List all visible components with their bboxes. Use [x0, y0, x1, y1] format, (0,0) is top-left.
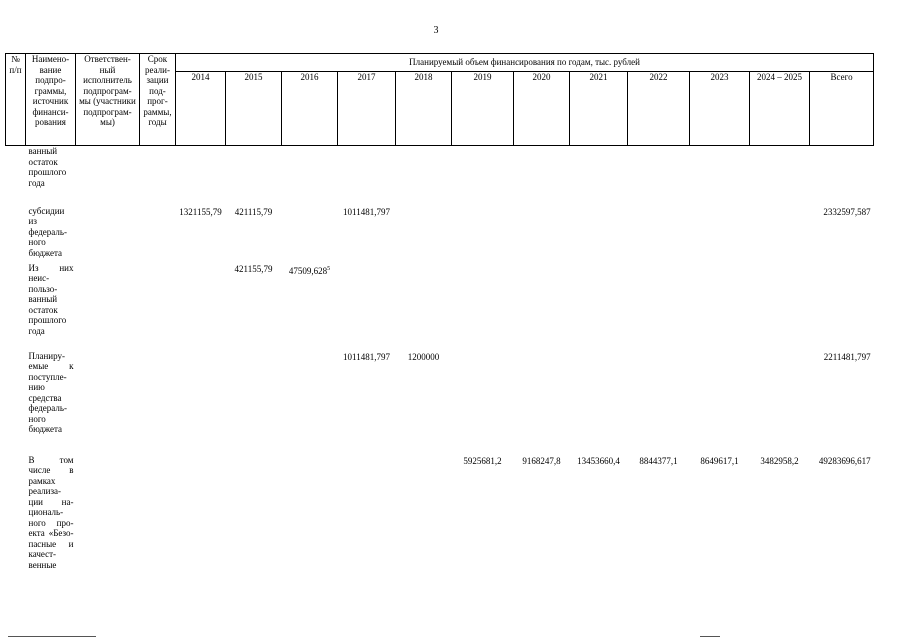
cell-value	[628, 206, 690, 263]
header-year: 2024 – 2025	[750, 72, 810, 146]
cell-value	[570, 263, 628, 351]
cell-value	[282, 146, 338, 206]
cell-value	[396, 263, 452, 351]
cell-value	[282, 351, 338, 455]
header-num: № п/п	[6, 54, 26, 146]
header-row-top	[6, 54, 874, 72]
cell-value	[282, 455, 338, 595]
cell-value	[338, 455, 396, 595]
row-name: Планиру-емые к поступле-нию средства федераль-ного бюджета	[28, 350, 74, 434]
cell-value	[226, 351, 282, 455]
header-term: Срок реали-зации под-прог-раммы, годы	[140, 54, 176, 146]
row-name: В том числе в рамках реализа-ции на-циональ-ного про-екта «Безо-пасные и качест-венные	[28, 454, 74, 570]
cell-total: 2332597,587	[823, 206, 871, 217]
cell-value: 1321155,79	[179, 206, 222, 217]
cell-value: 9168247,8	[522, 455, 561, 466]
cell-value: 1200000	[407, 351, 440, 362]
cell-value	[750, 146, 810, 206]
cell-value	[452, 146, 514, 206]
cell-value	[176, 146, 226, 206]
cell-value	[570, 351, 628, 455]
cell-value	[570, 206, 628, 263]
footnote-mark: 5	[327, 265, 331, 272]
cell-value: 8649617,1	[700, 455, 739, 466]
cell-value	[690, 351, 750, 455]
scan-edge-line	[700, 636, 720, 637]
cell-value: 1011481,797	[343, 351, 390, 362]
cell-value: 1011481,797	[343, 206, 390, 217]
header-year: 2019	[452, 72, 514, 146]
table-row	[6, 351, 874, 455]
header-year: 2015	[226, 72, 282, 146]
cell-value	[176, 351, 226, 455]
cell-value	[514, 351, 570, 455]
cell-value	[452, 263, 514, 351]
cell-value	[750, 351, 810, 455]
cell-value	[396, 455, 452, 595]
header-year: 2021	[570, 72, 628, 146]
cell-total: 2211481,797	[823, 351, 871, 362]
row-name: ванный остаток прошлого года	[28, 146, 67, 188]
cell-value: 8844377,1	[639, 455, 678, 466]
cell-value	[176, 455, 226, 595]
cell-value	[628, 146, 690, 206]
cell-value	[514, 146, 570, 206]
cell-value: 421115,79	[234, 206, 273, 217]
cell-value	[452, 351, 514, 455]
cell-value: 5925681,2	[463, 455, 502, 466]
header-year: 2016	[282, 72, 338, 146]
cell-value	[176, 263, 226, 351]
cell-value	[396, 146, 452, 206]
header-year: 2020	[514, 72, 570, 146]
table-row	[6, 206, 874, 263]
header-funding-title: Планируемый объем финансирования по годам, тыс. рублей	[176, 54, 874, 72]
cell-value	[396, 206, 452, 263]
header-year: 2017	[338, 72, 396, 146]
cell-value	[750, 263, 810, 351]
cell-value	[514, 263, 570, 351]
cell-value	[282, 206, 338, 263]
cell-value	[690, 263, 750, 351]
header-year: 2018	[396, 72, 452, 146]
table-row	[6, 146, 874, 206]
header-year: 2023	[690, 72, 750, 146]
cell-value	[570, 146, 628, 206]
cell-total	[810, 263, 874, 351]
header-year: 2014	[176, 72, 226, 146]
table-row	[6, 455, 874, 595]
header-responsible: Ответствен-ный исполнитель подпрограм-мы (участники подпрограм-мы)	[76, 54, 140, 146]
page-number: 3	[433, 25, 439, 36]
cell-value	[514, 206, 570, 263]
table-row	[6, 263, 874, 351]
row-name: субсидии из федераль-ного бюджета	[28, 205, 67, 258]
cell-value	[452, 206, 514, 263]
cell-value: 13453660,4	[577, 455, 620, 466]
cell-value	[690, 146, 750, 206]
header-total: Всего	[810, 72, 874, 146]
cell-value	[628, 263, 690, 351]
cell-value	[338, 263, 396, 351]
cell-total	[810, 146, 874, 206]
cell-value: 47509,628	[288, 265, 328, 276]
cell-value	[690, 206, 750, 263]
header-name: Наимено-вание подпро-граммы, источник финанси-рования	[26, 54, 76, 146]
funding-table	[5, 53, 874, 595]
cell-value	[226, 455, 282, 595]
header-year: 2022	[628, 72, 690, 146]
cell-value	[750, 206, 810, 263]
cell-value	[338, 146, 396, 206]
cell-value	[628, 351, 690, 455]
cell-value	[226, 146, 282, 206]
cell-total: 49283696,617	[818, 455, 871, 466]
row-name: Из них неис-пользо-ванный остаток прошлого года	[28, 262, 74, 336]
cell-value: 3482958,2	[760, 455, 799, 466]
cell-value: 421155,79	[234, 263, 273, 274]
scan-edge-line	[8, 636, 96, 637]
